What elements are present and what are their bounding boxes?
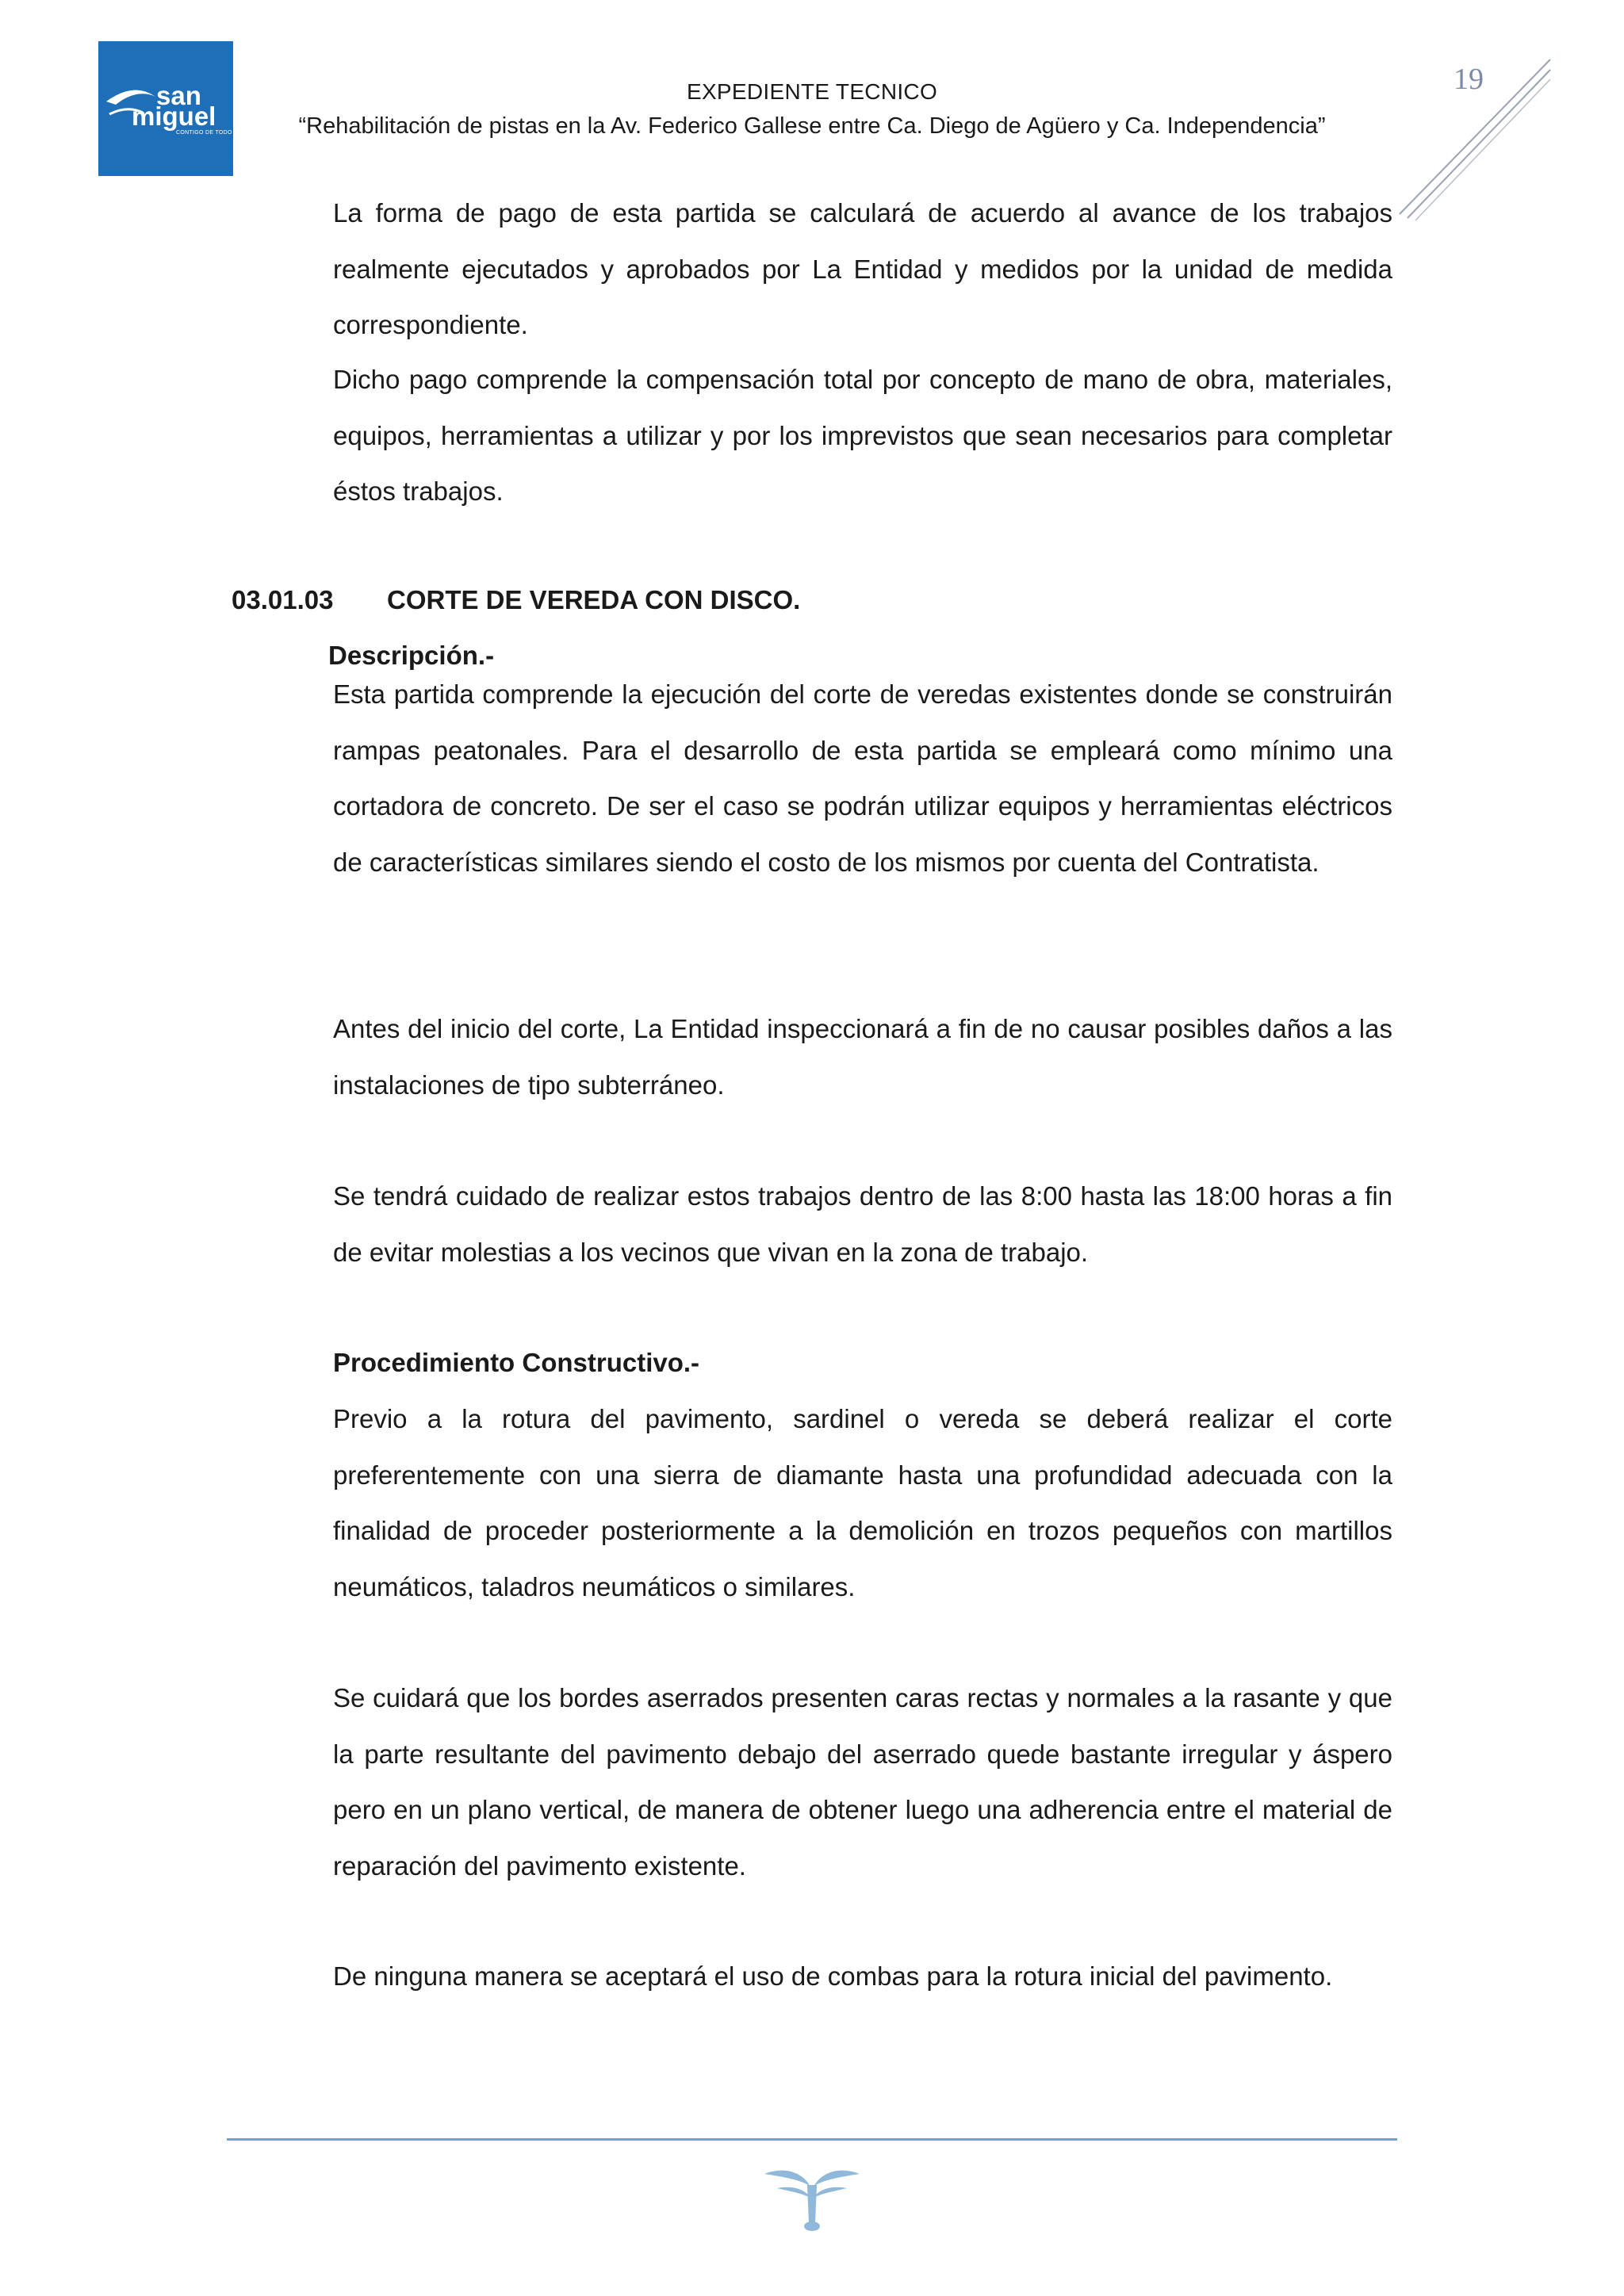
procedure-heading: Procedimiento Constructivo.- — [333, 1348, 700, 1377]
inspection-paragraph: Antes del inicio del corte, La Entidad inspeccionará a fin de no causar posibles daños a las instalaciones de tipo subterráneo. — [333, 1014, 1392, 1100]
section-code: 03.01.03 — [232, 585, 334, 614]
corner-decoration-icon — [1388, 55, 1554, 238]
procedure-paragraph: Previo a la rotura del pavimento, sardinel o vereda se deberá realizar el corte preferentemente con una sierra de diamante hasta una profundidad adecuada con la finalidad de proceder posteriormente a la demolición en trozos pequeños con martillos neumáticos, taladros neumáticos o similares. — [333, 1404, 1392, 1601]
footer-bird-emblem-icon — [761, 2161, 863, 2233]
san-miguel-logo — [98, 41, 233, 176]
edges-paragraph: Se cuidará que los bordes aserrados presenten caras rectas y normales a la rasante y que la parte resultante del pavimento debajo del aserrado quede bastante irregular y áspero pero en un plano vertical, de manera de obtener luego una adherencia entre el material de reparación del pavimento existente. — [333, 1683, 1392, 1881]
document-header-title: EXPEDIENTE TECNICO — [686, 79, 938, 104]
description-heading: Descripción.- — [328, 641, 495, 670]
combas-paragraph: De ninguna manera se aceptará el uso de combas para la rotura inicial del pavimento. — [333, 1961, 1333, 1991]
payment-paragraph-1: La forma de pago de esta partida se calculará de acuerdo al avance de los trabajos realmente ejecutados y aprobados por La Entidad y medidos por la unidad de medida correspondiente. — [333, 198, 1392, 339]
description-paragraph: Esta partida comprende la ejecución del corte de veredas existentes donde se construirán rampas peatonales. Para el desarrollo de esta partida se empleará como mínimo una cortadora de concreto. De ser el caso se podrán utilizar equipos y herramientas eléctricos de características similares siendo el costo de los mismos por cuenta del Contratista. — [333, 679, 1392, 877]
payment-paragraph-2: Dicho pago comprende la compensación total por concepto de mano de obra, materiales, equipos, herramientas a utilizar y por los imprevistos que sean necesarios para completar éstos trabajos. — [333, 365, 1392, 506]
logo-text-miguel: miguel — [132, 101, 216, 131]
logo-text-san: san — [156, 81, 201, 110]
section-title: CORTE DE VEREDA CON DISCO. — [387, 585, 801, 614]
page-number: 19 — [1454, 63, 1484, 96]
logo-tagline: CONTIGO DE TODO — [176, 130, 232, 136]
schedule-paragraph: Se tendrá cuidado de realizar estos trabajos dentro de las 8:00 hasta las 18:00 horas a fin de evitar molestias a los vecinos que vivan en la zona de trabajo. — [333, 1181, 1392, 1267]
footer-divider — [227, 2138, 1397, 2141]
document-header-subtitle: “Rehabilitación de pistas en la Av. Federico Gallese entre Ca. Diego de Agüero y Ca. Independencia” — [298, 113, 1326, 139]
